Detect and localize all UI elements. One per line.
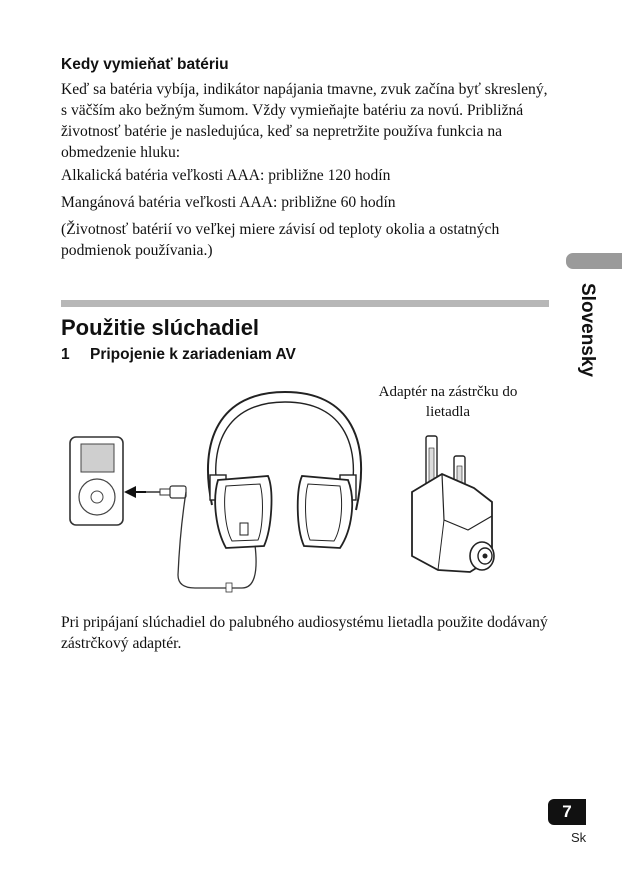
page-language-code: Sk: [571, 830, 587, 845]
page-number: 7: [548, 799, 586, 825]
battery-life-note: (Životnosť batérií vo veľkej miere závisí od teploty okolia a ostatných podmienok používania.): [61, 221, 500, 259]
manganese-battery-line: Mangánová batéria veľkosti AAA: približne 60 hodín: [61, 194, 396, 211]
audio-player-icon: [70, 437, 123, 525]
battery-paragraph: Keď sa batéria vybíja, indikátor napájania tmavne, zvuk začína byť skreslený, s väčším ako bežným šumom. Vždy vymieňajte batériu za novú. Približná životnosť batérie je nasledujúca, keď sa nepretržite používa funkcia na obmedzenie hluku:: [61, 81, 548, 161]
language-tab-label: Slovensky: [577, 283, 598, 377]
language-tab-marker: [566, 253, 622, 269]
connection-arrow-icon: [124, 486, 146, 498]
alkaline-battery-line: Alkalická batéria veľkosti AAA: približne 120 hodín: [61, 167, 391, 184]
adapter-caption: Adaptér na zástrčku do lietadla: [378, 384, 518, 420]
headphone-plug-icon: [146, 486, 186, 498]
step-title: Pripojenie k zariadeniam AV: [90, 346, 296, 363]
headphones-icon: [208, 392, 361, 548]
section-title: Použitie slúchadiel: [61, 315, 260, 340]
section-divider: [61, 300, 549, 307]
step-number: 1: [61, 346, 70, 363]
airplane-adapter-icon: [412, 436, 494, 572]
adapter-paragraph: Pri pripájaní slúchadiel do palubného audiosystému lietadla použite dodávaný zástrčkový adaptér.: [61, 614, 548, 652]
connection-illustration: [60, 380, 540, 595]
battery-heading: Kedy vymieňať batériu: [61, 56, 229, 73]
